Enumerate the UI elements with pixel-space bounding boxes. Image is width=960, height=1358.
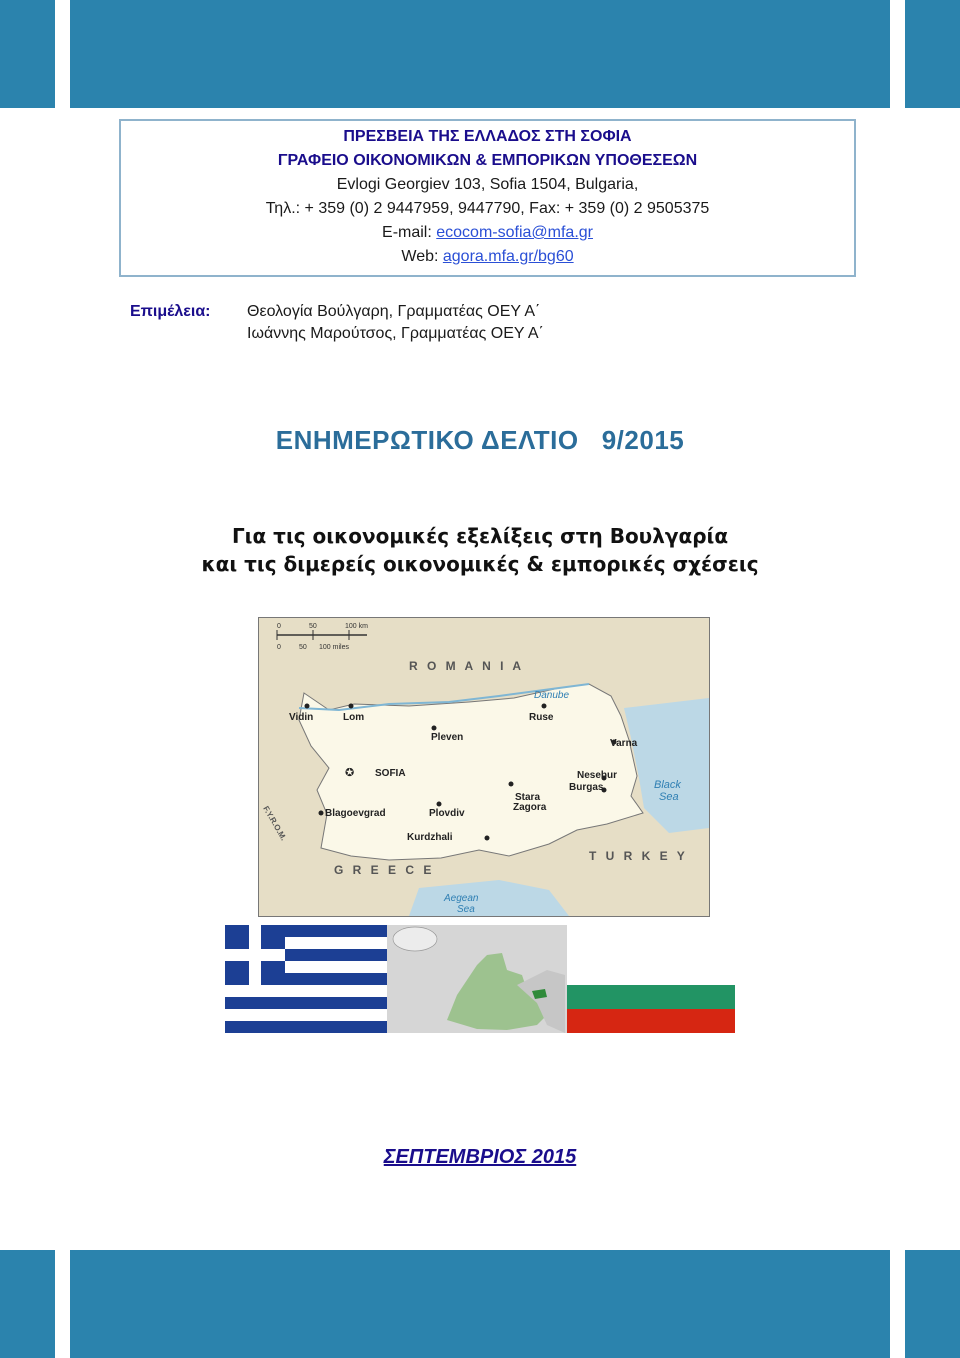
label-sea: Sea bbox=[659, 791, 679, 803]
web-line bbox=[121, 245, 854, 269]
city-nesebur: Nesebur bbox=[577, 770, 618, 781]
web-label: Web: bbox=[401, 248, 443, 265]
label-danube: Danube bbox=[534, 690, 570, 701]
web-link[interactable]: agora.mfa.gr/bg60 bbox=[442, 248, 574, 265]
label-fyrom: F.Y.R.O.M. bbox=[261, 804, 289, 843]
sofia-star-icon: ✪ bbox=[345, 767, 355, 779]
scale-mile-50: 50 bbox=[299, 644, 307, 651]
bottom-left-bar bbox=[0, 1250, 55, 1358]
europe-locator-map bbox=[387, 925, 567, 1033]
city-sofia: SOFIA bbox=[375, 768, 406, 779]
city-dot-plovdiv bbox=[437, 802, 442, 807]
scale-mile-100: 100 miles bbox=[319, 644, 349, 651]
editors-label: Επιμέλεια: bbox=[130, 303, 211, 320]
subtitle bbox=[0, 522, 960, 578]
label-romania: R O M A N I A bbox=[409, 659, 524, 673]
city-blagoevgrad: Blagoevgrad bbox=[325, 808, 386, 819]
embassy-contact-box bbox=[119, 119, 856, 277]
scale-label-0: 0 bbox=[277, 623, 281, 630]
city-lom: Lom bbox=[343, 712, 365, 723]
bulletin-number: 9/2015 bbox=[601, 425, 685, 455]
label-black: Black bbox=[654, 779, 681, 791]
city-vidin: Vidin bbox=[289, 712, 314, 723]
city-dot-ruse bbox=[542, 704, 547, 709]
bulletin-title bbox=[0, 425, 960, 456]
label-turkey: T U R K E Y bbox=[589, 849, 688, 863]
top-right-bar bbox=[905, 0, 960, 108]
city-dot-kurdzhali bbox=[485, 836, 490, 841]
scale-label-50: 50 bbox=[309, 623, 317, 630]
top-middle-bar bbox=[70, 0, 890, 108]
city-pleven: Pleven bbox=[431, 732, 464, 743]
phone-fax: Τηλ.: + 359 (0) 2 9447959, 9447790, Fax: + 359 (0) 2 9505375 bbox=[265, 200, 710, 217]
city-zagora: Zagora bbox=[513, 802, 547, 813]
editor-2: Ιωάννης Μαρούτσος, Γραμματέας ΟΕΥ Α΄ bbox=[247, 325, 544, 342]
label-aegean-sea: Sea bbox=[457, 904, 475, 915]
globe-inset bbox=[393, 927, 437, 951]
city-dot-vidin bbox=[305, 704, 310, 709]
publication-date: ΣΕΠΤΕΜΒΡΙΟΣ 2015 bbox=[383, 1146, 577, 1168]
bottom-right-bar bbox=[905, 1250, 960, 1358]
editor-1: Θεολογία Βούλγαρη, Γραμματέας ΟΕΥ Α΄ bbox=[247, 303, 541, 320]
scale-mile-0: 0 bbox=[277, 644, 281, 651]
email-link[interactable]: ecocom-sofia@mfa.gr bbox=[436, 224, 593, 241]
label-aegean: Aegean bbox=[444, 893, 479, 904]
city-dot-blagoevgrad bbox=[319, 811, 324, 816]
city-dot-lom bbox=[349, 704, 354, 709]
city-varna: Varna bbox=[610, 738, 638, 749]
subtitle-line-2: και τις διμερείς οικονομικές & εμπορικές σχέσεις bbox=[201, 552, 759, 576]
embassy-name: ΠΡΕΣΒΕΙΑ ΤΗΣ ΕΛΛΑΔΟΣ ΣΤΗ ΣΟΦΙΑ bbox=[343, 128, 632, 145]
bulgaria-map bbox=[258, 617, 710, 917]
city-dot-pleven bbox=[432, 726, 437, 731]
bottom-middle-bar bbox=[70, 1250, 890, 1358]
label-greece: G R E E C E bbox=[334, 863, 435, 877]
city-stara: Stara bbox=[515, 792, 541, 803]
city-plovdiv: Plovdiv bbox=[429, 808, 465, 819]
greek-flag bbox=[225, 925, 387, 1033]
city-dot-stara-zagora bbox=[509, 782, 514, 787]
email-line bbox=[121, 221, 854, 245]
scale-label-100: 100 km bbox=[345, 623, 368, 630]
city-kurdzhali: Kurdzhali bbox=[407, 832, 453, 843]
bulletin-title-text: ΕΝΗΜΕΡΩΤΙΚΟ ΔΕΛΤΙΟ bbox=[275, 425, 579, 455]
office-name: ΓΡΑΦΕΙΟ ΟΙΚΟΝΟΜΙΚΩΝ & ΕΜΠΟΡΙΚΩΝ ΥΠΟΘΕΣΕΩΝ bbox=[277, 152, 698, 169]
subtitle-line-1: Για τις οικονομικές εξελίξεις στη Βουλγαρία bbox=[231, 524, 729, 548]
city-ruse: Ruse bbox=[529, 712, 554, 723]
address: Evlogi Georgiev 103, Sofia 1504, Bulgaria, bbox=[336, 176, 639, 193]
top-left-bar bbox=[0, 0, 55, 108]
bulgarian-flag bbox=[567, 961, 735, 1033]
email-label: E-mail: bbox=[382, 224, 437, 241]
city-burgas: Burgas bbox=[569, 782, 604, 793]
